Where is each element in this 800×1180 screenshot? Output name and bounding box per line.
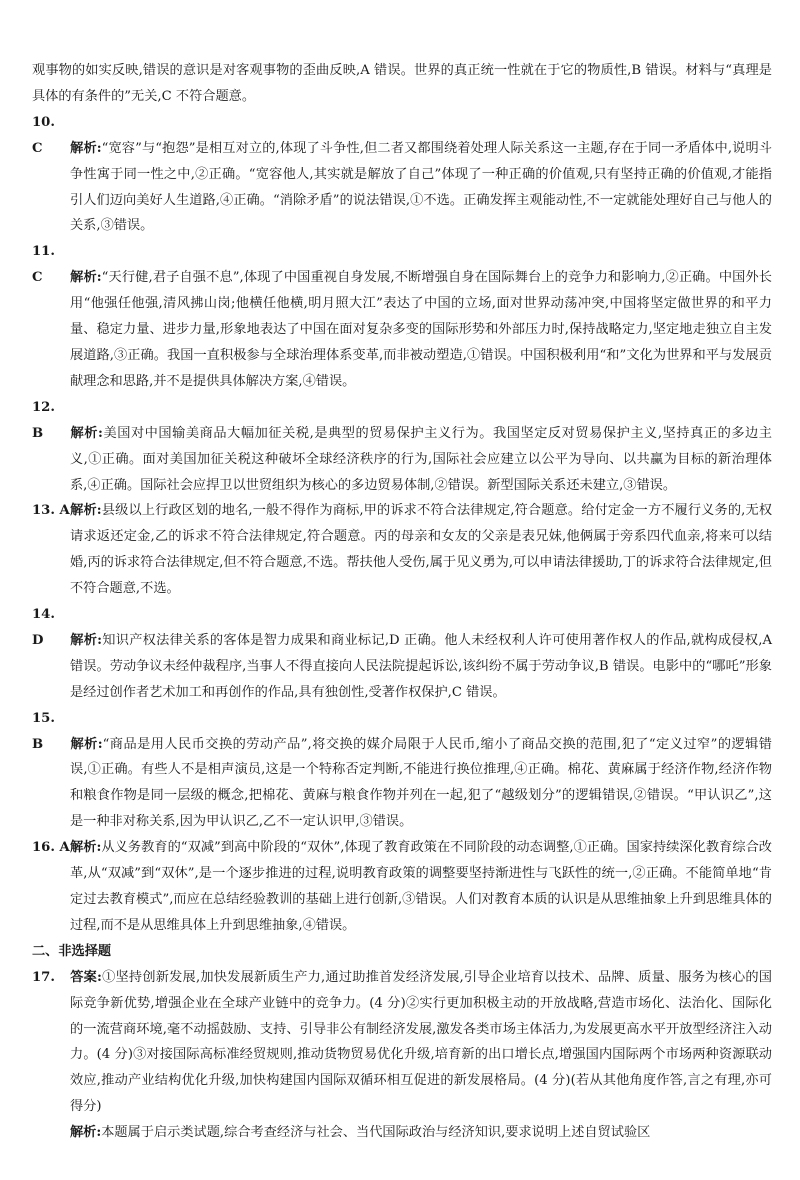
answer-14 — [32, 602, 772, 706]
answer-label: 答案: — [70, 969, 102, 985]
answer-number: 13. A — [32, 503, 70, 519]
answer-16 — [32, 835, 772, 939]
analysis-text: “商品是用人民币交换的劳动产品”,将交换的媒介局限于人民币,缩小了商品交换的范围,犯了“定义过窄”的逻辑错误,①正确。有些人不是相声演员,这是一个特称否定判断,不能进行换位推理,④正确。棉花、黄麻属于经济作物,经济作物和粮食作物是同一层级的概念,把棉花、黄麻与粮食作物并列在一起,犯了“越级划分”的逻辑错误,②错误。“甲认识乙”,这是一种非对称关系,因为甲认识乙,乙不一定认识甲,③错误。 — [70, 736, 772, 830]
answer-17-analysis — [32, 1120, 772, 1146]
analysis-text: “宽容”与“抱怨”是相互对立的,体现了斗争性,但二者又都围绕着处理人际关系这一主题,存在于同一矛盾体中,说明斗争性寓于同一性之中,②正确。“宽容他人,其实就是解放了自己”体现了一种正确的价值观,只有坚持正确的价值观,才能指引人们迈向美好人生道路,④正确。“消除矛盾”的说法错误,①不选。正确发挥主观能动性,不一定就能处理好自己与他人的关系,③错误。 — [70, 140, 772, 234]
analysis-label: 解析: — [70, 736, 103, 752]
analysis-label: 解析: — [70, 840, 102, 856]
answer-number: 10. C — [32, 114, 55, 156]
analysis-text: 美国对中国输美商品大幅加征关税,是典型的贸易保护主义行为。我国坚定反对贸易保护主义,坚持真正的多边主义,①正确。面对美国加征关税这种破坏全球经济秩序的行为,国际社会应建立以公平为导向、以共赢为目标的新治理体系,④正确。国际社会应捍卫以世贸组织为核心的多边贸易体制,②错误。新型国际关系还未建立,③错误。 — [70, 425, 772, 493]
section-title: 二、非选择题 — [32, 943, 112, 959]
answer-number: 11. C — [32, 244, 55, 286]
analysis-text: 县级以上行政区划的地名,一般不得作为商标,甲的诉求不符合法律规定,符合题意。给付定金一方不履行义务的,无权请求返还定金,乙的诉求不符合法律规定,符合题意。丙的母亲和女友的父亲是表兄妹,他俩属于旁系四代血亲,将来可以结婚,丙的诉求符合法律规定,但不符合题意,不选。帮扶他人受伤,属于见义勇为,可以申请法律援助,丁的诉求符合法律规定,但不符合题意,不选。 — [70, 503, 773, 597]
answer-text-17: ①坚持创新发展,加快发展新质生产力,通过助推首发经济发展,引导企业培育以技术、品牌、质量、服务为核心的国际竞争新优势,增强企业在全球产业链中的竞争力。(4 分)②实行更加积极主动的开放战略,营造市场化、法治化、国际化的一流营商环境,毫不动摇鼓励、支持、引导非公有制经济发展,激发各类市场主体活力,为发展更高水平开放型经济注入动力。(4 分)③对接国际高标准经贸规则,推动货物贸易优化升级,培育新的出口增长点,增强国内国际两个市场两种资源联动效应,推动产业结构优化升级,加快构建国内国际双循环相互促进的新发展格局。(4 分)(若从其他角度作答,言之有理,亦可得分) — [70, 969, 772, 1115]
analysis-label: 解析: — [70, 1125, 102, 1141]
analysis-text: 本题属于启示类试题,综合考查经济与社会、当代国际政治与经济知识,要求说明上述自贸试验区 — [101, 1125, 651, 1141]
analysis-text: 从义务教育的“双减”到高中阶段的“双休”,体现了教育政策在不同阶段的动态调整,①正确。国家持续深化教育综合改革,从“双减”到“双休”,是一个逐步推进的过程,说明教育政策的调整要坚持渐进性与飞跃性的统一,②正确。不能简单地“肯定过去教育模式”,而应在总结经验教训的基础上进行创新,③错误。人们对教育本质的认识是从思维抽象上升到思维具体的过程,而不是从思维具体上升到思维抽象,④错误。 — [70, 840, 772, 933]
answer-number: 16. A — [32, 840, 70, 856]
answer-number: 14. D — [32, 607, 55, 648]
analysis-label: 解析: — [70, 270, 102, 286]
answer-10 — [32, 110, 772, 240]
analysis-label: 解析: — [70, 632, 103, 648]
answer-11 — [32, 239, 772, 394]
analysis-label: 解析: — [70, 503, 102, 519]
analysis-label: 解析: — [70, 140, 102, 156]
answer-12 — [32, 395, 772, 499]
analysis-text: “天行健,君子自强不息”,体现了中国重视自身发展,不断增强自身在国际舞台上的竞争力和影响力,②正确。中国外长用“他强任他强,清风拂山岗;他横任他横,明月照大江”表达了中国的立场,面对世界动荡冲突,中国将坚定做世界的和平力量、稳定力量、进步力量,形象地表达了中国在面对复杂多变的国际形势和外部压力时,保持战略定力,坚定地走独立自主发展道路,③正确。我国一直积极参与全球治理体系变革,而非被动塑造,①错误。中国积极利用“和”文化为世界和平与发展贡献理念和思路,并不是提供具体解决方案,④错误。 — [70, 270, 772, 389]
intro-paragraph: 观事物的如实反映,错误的意识是对客观事物的歪曲反映,A 错误。世界的真正统一性就在于它的物质性,B 错误。材料与“真理是具体的有条件的”无关,C 不符合题意。 — [32, 63, 772, 104]
answer-text — [32, 58, 772, 1146]
answer-number: 12. B — [32, 399, 55, 441]
answer-13 — [32, 498, 772, 602]
answer-17 — [32, 965, 772, 1120]
answer-number: 17. — [32, 969, 55, 985]
answer-number: 15. B — [32, 710, 55, 752]
analysis-text: 知识产权法律关系的客体是智力成果和商业标记,D 正确。他人未经权利人许可使用著作权人的作品,就构成侵权,A 错误。劳动争议未经仲裁程序,当事人不得直接向人民法院提起诉讼,该纠纷不属于劳动争议,B 错误。电影中的“哪吒”形象是经过创作者艺术加工和再创作的作品,具有独创性,受著作权保护,C 错误。 — [70, 632, 772, 700]
analysis-label: 解析: — [70, 425, 103, 441]
answer-15 — [32, 706, 772, 836]
